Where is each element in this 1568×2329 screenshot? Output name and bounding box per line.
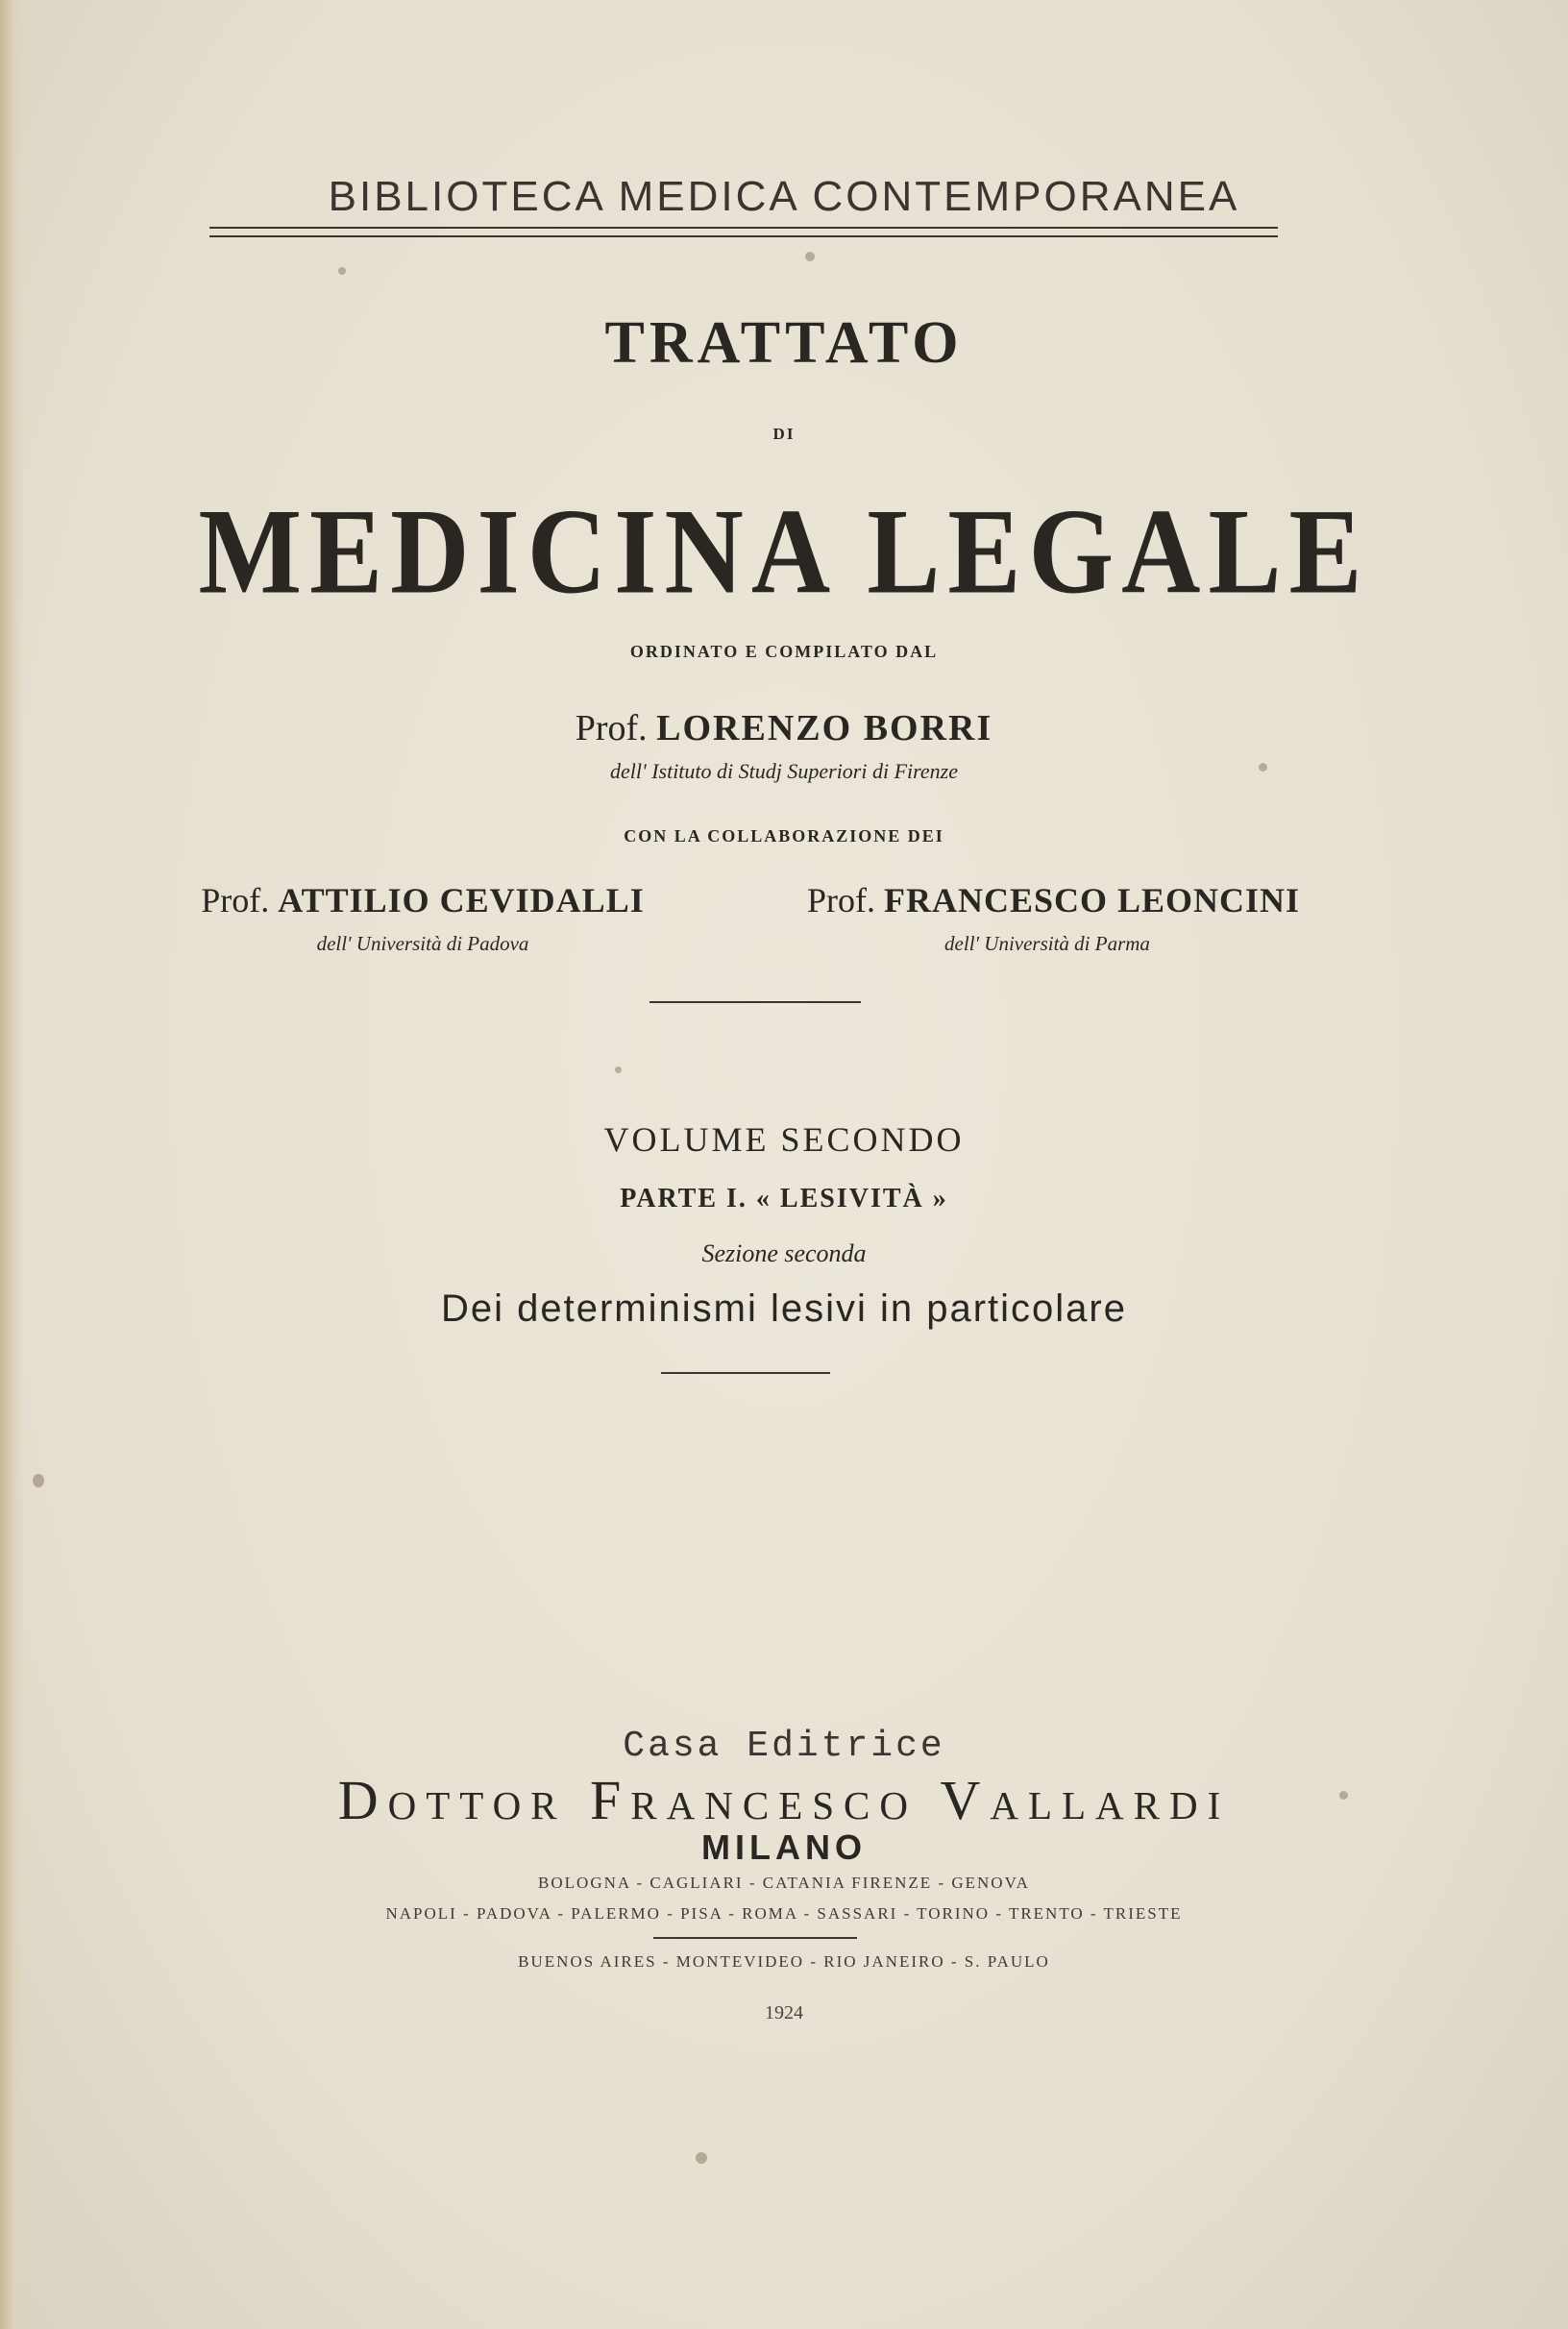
publisher-name: Dottor Francesco Vallardi bbox=[337, 1769, 1231, 1831]
publication-year: 1924 bbox=[765, 2002, 803, 2023]
foxing-spot bbox=[1259, 763, 1267, 772]
ordinato-line: ORDINATO E COMPILATO DAL bbox=[629, 642, 939, 661]
collaborator-1 bbox=[192, 880, 653, 920]
divider-rule-1 bbox=[649, 1001, 861, 1003]
double-rule bbox=[209, 227, 1278, 237]
volume-line: VOLUME SECONDO bbox=[603, 1120, 965, 1159]
foxing-spot bbox=[696, 2152, 707, 2164]
foxing-spot bbox=[33, 1474, 44, 1487]
author-line bbox=[0, 707, 1568, 749]
branch-cities-2: NAPOLI - PADOVA - PALERMO - PISA - ROMA - SASSARI - TORINO - TRENTO - TRIESTE bbox=[385, 1904, 1183, 1923]
collaborator-1-affiliation: dell' Università di Padova bbox=[316, 932, 529, 955]
subtitle: Dei determinismi lesivi in particolare bbox=[441, 1287, 1127, 1330]
author-name: LORENZO BORRI bbox=[656, 708, 993, 748]
collaborator-1-name: ATTILIO CEVIDALLI bbox=[278, 881, 645, 919]
publisher-city: MILANO bbox=[701, 1827, 867, 1867]
foxing-spot bbox=[805, 252, 815, 261]
collaborator-2-affiliation: dell' Università di Parma bbox=[944, 932, 1150, 955]
foxing-spot bbox=[615, 1066, 622, 1073]
title-top: TRATTATO bbox=[604, 310, 964, 376]
collaborator-2 bbox=[807, 880, 1301, 920]
author-affiliation: dell' Istituto di Studj Superiori di Firenze bbox=[610, 759, 958, 783]
sezione-line: Sezione seconda bbox=[701, 1239, 867, 1267]
collaborator-1-prefix: Prof. bbox=[201, 881, 270, 919]
branch-cities-3: BUENOS AIRES - MONTEVIDEO - RIO JANEIRO - S. PAULO bbox=[518, 1952, 1050, 1971]
publisher-label: Casa Editrice bbox=[623, 1726, 945, 1767]
series-title: BIBLIOTECA MEDICA CONTEMPORANEA bbox=[328, 173, 1240, 220]
author-prefix: Prof. bbox=[575, 708, 648, 748]
main-title: MEDICINA LEGALE bbox=[198, 482, 1370, 620]
collaborator-2-prefix: Prof. bbox=[807, 881, 875, 919]
foxing-spot bbox=[338, 267, 346, 275]
divider-rule-3 bbox=[653, 1937, 857, 1939]
collaboration-line: CON LA COLLABORAZIONE DEI bbox=[624, 826, 944, 846]
divider-rule-2 bbox=[661, 1372, 830, 1374]
title-di: DI bbox=[772, 425, 796, 443]
foxing-spot bbox=[1339, 1791, 1348, 1800]
collaborator-2-name: FRANCESCO LEONCINI bbox=[884, 881, 1301, 919]
parte-line: PARTE I. « LESIVITÀ » bbox=[620, 1184, 948, 1214]
branch-cities-1: BOLOGNA - CAGLIARI - CATANIA FIRENZE - GENOVA bbox=[538, 1874, 1030, 1892]
